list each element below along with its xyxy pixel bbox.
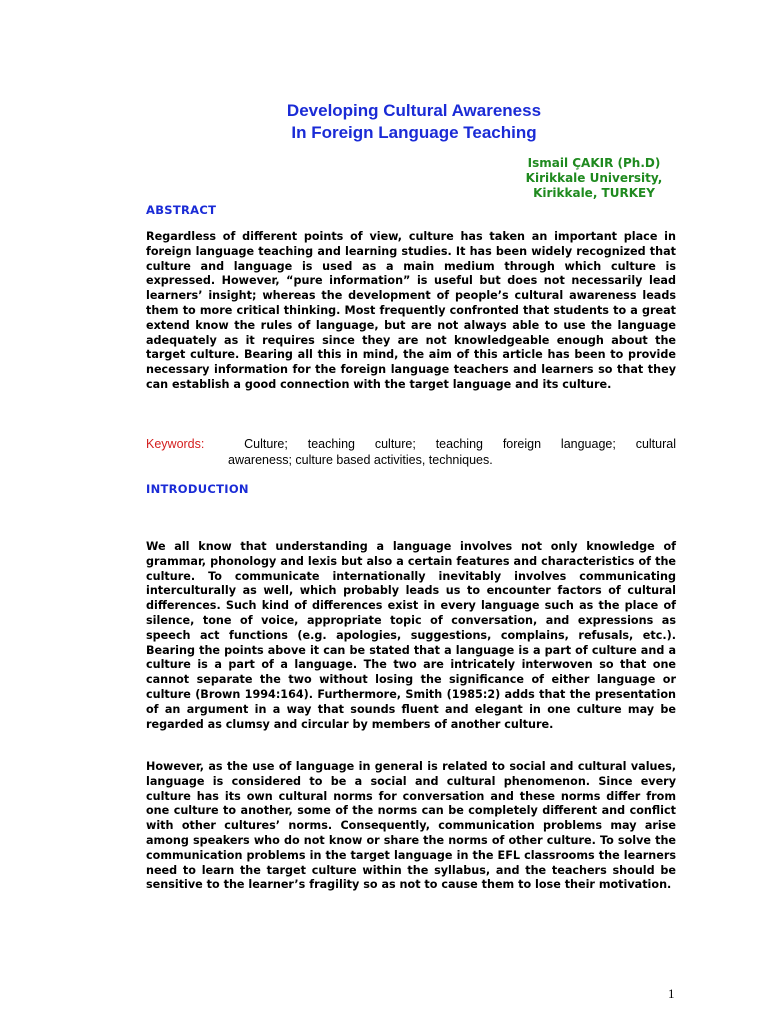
keywords-line-1 bbox=[146, 436, 676, 452]
keywords-block bbox=[146, 436, 676, 468]
keywords-label: Keywords: bbox=[146, 437, 205, 451]
title-line-1: Developing Cultural Awareness bbox=[286, 101, 542, 120]
author-name: Ismail ÇAKIR (Ph.D) bbox=[527, 156, 661, 170]
keywords-line-2: awareness; culture based activities, techniques. bbox=[228, 453, 493, 467]
keywords-text-1: Culture; teaching culture; teaching foreign language; cultural bbox=[244, 437, 676, 451]
abstract-heading: ABSTRACT bbox=[146, 203, 217, 217]
author-block bbox=[504, 156, 684, 201]
introduction-heading: INTRODUCTION bbox=[146, 482, 249, 496]
title-line-2: In Foreign Language Teaching bbox=[291, 123, 537, 142]
page-number: 1 bbox=[668, 986, 675, 1001]
introduction-paragraph-2: However, as the use of language in general is related to social and cultural values, language is considered to be a social and cultural phenomenon. Since every culture has its own cultural norms for conversation and these norms differ from one culture to another, some of the norms can be completely different and conflict with other cultures’ norms. Consequently, communication problems may arise among speakers who do not know or share the norms of other culture. To solve the communication problems in the target language in the EFL classrooms the learners need to learn the target culture within the syllabus, and the teachers should be sensitive to the learner’s fragility so as not to cause them to lose their motivation. bbox=[146, 760, 676, 892]
abstract-text: Regardless of different points of view, culture has taken an important place in foreign language teaching and learning studies. It has been widely recognized that culture and language is used as a main medium through which culture is expressed. However, “pure information” is useful but does not necessarily lead learners’ insight; whereas the development of people’s cultural awareness leads them to more critical thinking. Most frequently confronted that students to a great extend know the rules of language, but are not always able to use the language adequately as it requires since they are not knowledgeable enough about the target culture. Bearing all this in mind, the aim of this article has been to provide necessary information for the foreign language teachers and learners so that they can establish a good connection with the target language and its culture. bbox=[146, 230, 676, 391]
author-institution: Kirikkale University, bbox=[525, 171, 663, 185]
author-location: Kirikkale, TURKEY bbox=[533, 186, 655, 200]
introduction-paragraph-1: We all know that understanding a language involves not only knowledge of grammar, phonology and lexis but also a certain features and characteristics of the culture. To communicate internationally inevitably involves communicating interculturally as well, which probably leads us to encounter factors of cultural differences. Such kind of differences exist in every language such as the place of silence, tone of voice, appropriate topic of conversation, and expressions as speech act functions (e.g. apologies, suggestions, complains, refusals, etc.). Bearing the points above it can be stated that a language is a part of culture and a culture is a part of a language. The two are intricately interwoven so that one cannot separate the two without losing the significance of either language or culture (Brown 1994:164). Furthermore, Smith (1985:2) adds that the presentation of an argument in a way that sounds fluent and elegant in one culture may be regarded as clumsy and circular by members of another culture. bbox=[146, 540, 676, 731]
